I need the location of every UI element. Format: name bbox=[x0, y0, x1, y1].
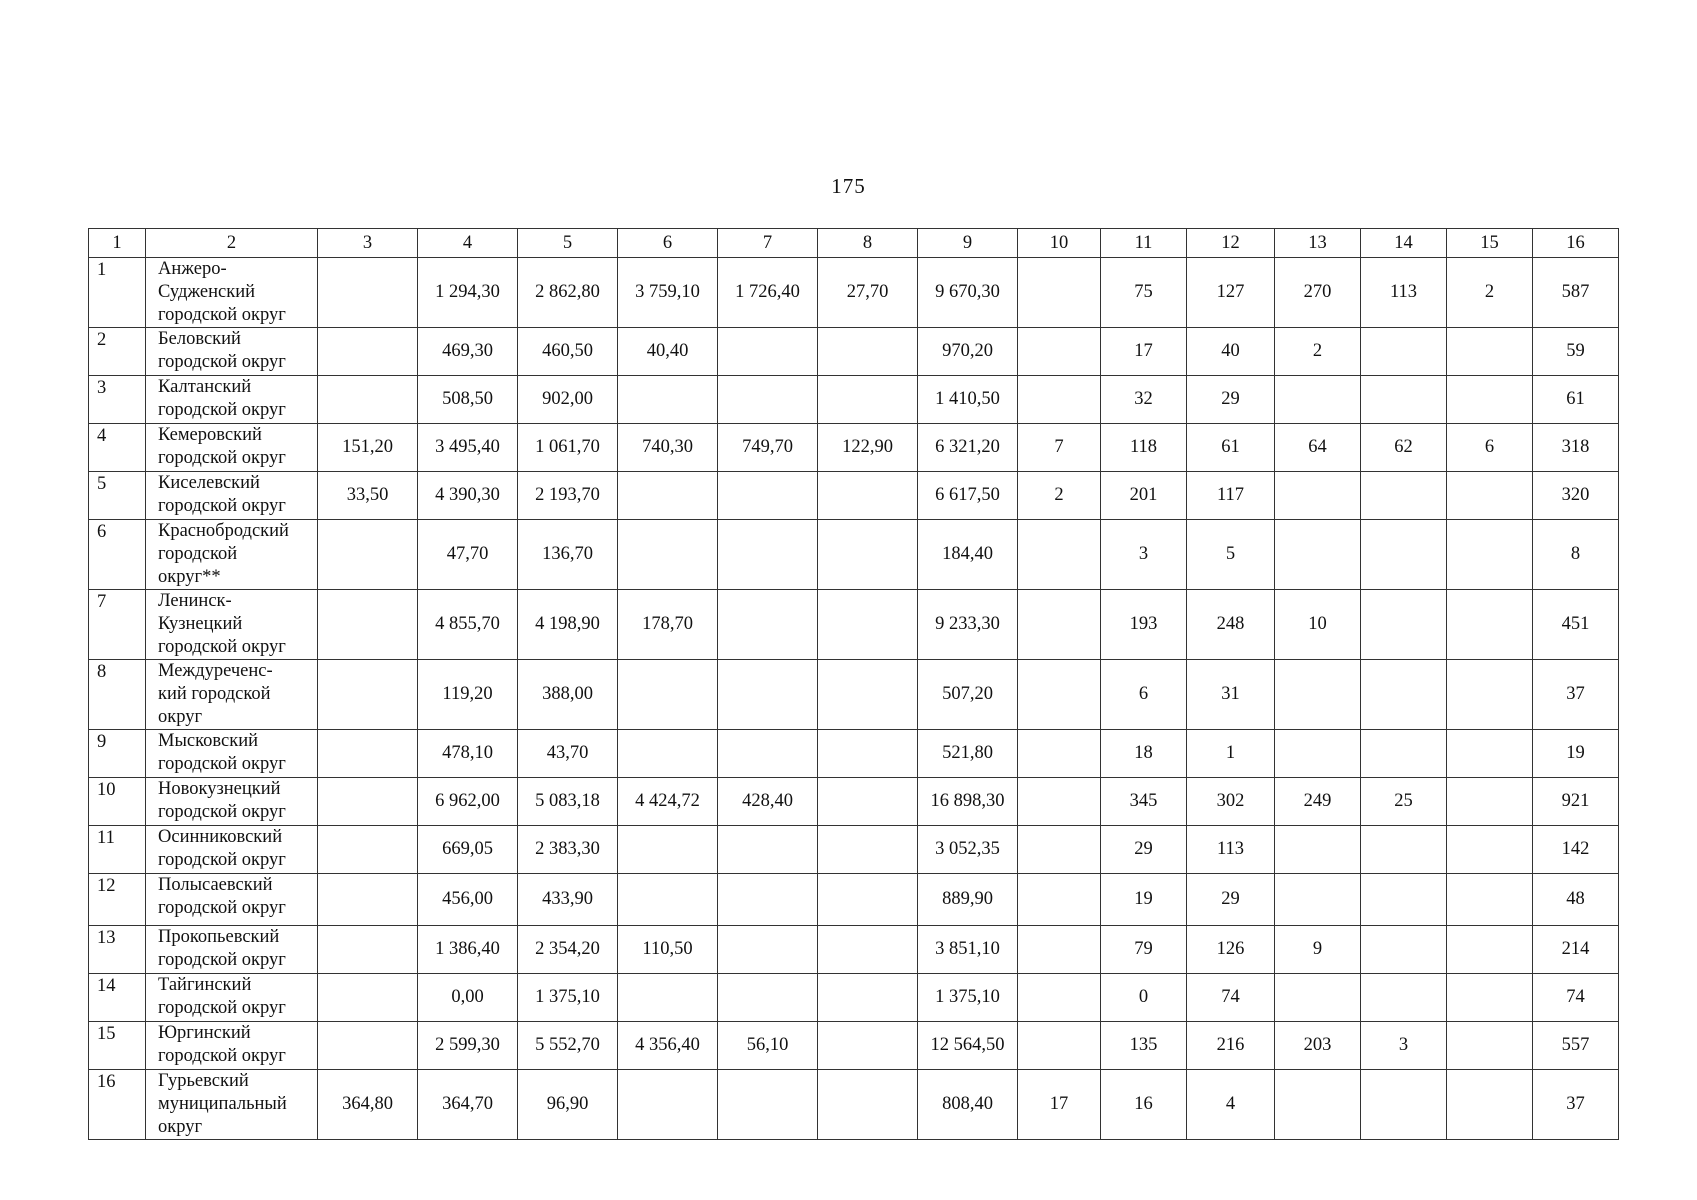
value-cell bbox=[1361, 660, 1447, 730]
value-cell: 201 bbox=[1101, 472, 1187, 520]
value-cell: 364,80 bbox=[318, 1070, 418, 1140]
value-cell: 25 bbox=[1361, 778, 1447, 826]
value-cell: 2 bbox=[1275, 328, 1361, 376]
value-cell bbox=[318, 328, 418, 376]
value-cell: 970,20 bbox=[918, 328, 1018, 376]
row-number-cell: 11 bbox=[89, 826, 146, 874]
row-number-cell: 14 bbox=[89, 974, 146, 1022]
value-cell: 40,40 bbox=[618, 328, 718, 376]
value-cell: 2 862,80 bbox=[518, 258, 618, 328]
value-cell bbox=[1447, 730, 1533, 778]
value-cell: 62 bbox=[1361, 424, 1447, 472]
row-number-cell: 9 bbox=[89, 730, 146, 778]
value-cell bbox=[1275, 730, 1361, 778]
value-cell bbox=[1447, 590, 1533, 660]
value-cell: 29 bbox=[1187, 874, 1275, 926]
value-cell bbox=[1018, 730, 1101, 778]
row-number-cell: 5 bbox=[89, 472, 146, 520]
value-cell: 29 bbox=[1101, 826, 1187, 874]
value-cell bbox=[1361, 874, 1447, 926]
column-header: 2 bbox=[146, 229, 318, 258]
value-cell: 47,70 bbox=[418, 520, 518, 590]
value-cell: 61 bbox=[1533, 376, 1619, 424]
value-cell: 17 bbox=[1101, 328, 1187, 376]
value-cell: 4 198,90 bbox=[518, 590, 618, 660]
value-cell bbox=[1018, 974, 1101, 1022]
column-header: 14 bbox=[1361, 229, 1447, 258]
value-cell: 2 bbox=[1447, 258, 1533, 328]
value-cell bbox=[818, 926, 918, 974]
value-cell: 19 bbox=[1533, 730, 1619, 778]
value-cell: 6 617,50 bbox=[918, 472, 1018, 520]
value-cell bbox=[1018, 590, 1101, 660]
district-name-cell: Мысковский городской округ bbox=[146, 730, 318, 778]
district-name-cell: Новокузнецкий городской округ bbox=[146, 778, 318, 826]
value-cell: 451 bbox=[1533, 590, 1619, 660]
value-cell bbox=[1447, 778, 1533, 826]
value-cell bbox=[718, 590, 818, 660]
value-cell bbox=[618, 874, 718, 926]
row-number-cell: 4 bbox=[89, 424, 146, 472]
value-cell: 2 bbox=[1018, 472, 1101, 520]
value-cell: 4 390,30 bbox=[418, 472, 518, 520]
value-cell: 126 bbox=[1187, 926, 1275, 974]
district-name-cell: Беловский городской округ bbox=[146, 328, 318, 376]
value-cell: 1 410,50 bbox=[918, 376, 1018, 424]
value-cell bbox=[618, 826, 718, 874]
value-cell: 1 bbox=[1187, 730, 1275, 778]
value-cell bbox=[618, 520, 718, 590]
value-cell bbox=[1018, 520, 1101, 590]
value-cell: 16 bbox=[1101, 1070, 1187, 1140]
value-cell bbox=[618, 1070, 718, 1140]
value-cell: 9 670,30 bbox=[918, 258, 1018, 328]
row-number-cell: 7 bbox=[89, 590, 146, 660]
value-cell: 122,90 bbox=[818, 424, 918, 472]
value-cell: 151,20 bbox=[318, 424, 418, 472]
value-cell: 37 bbox=[1533, 1070, 1619, 1140]
value-cell bbox=[618, 376, 718, 424]
row-number-cell: 2 bbox=[89, 328, 146, 376]
value-cell: 456,00 bbox=[418, 874, 518, 926]
column-header: 5 bbox=[518, 229, 618, 258]
table-row bbox=[89, 874, 1619, 926]
row-number-cell: 3 bbox=[89, 376, 146, 424]
value-cell: 3 052,35 bbox=[918, 826, 1018, 874]
value-cell bbox=[718, 826, 818, 874]
header-row bbox=[89, 229, 1619, 258]
district-name-cell: Юргинский городской округ bbox=[146, 1022, 318, 1070]
value-cell bbox=[1447, 328, 1533, 376]
value-cell: 3 bbox=[1101, 520, 1187, 590]
value-cell: 521,80 bbox=[918, 730, 1018, 778]
value-cell bbox=[818, 730, 918, 778]
value-cell: 119,20 bbox=[418, 660, 518, 730]
value-cell bbox=[718, 874, 818, 926]
value-cell bbox=[1447, 1070, 1533, 1140]
value-cell: 118 bbox=[1101, 424, 1187, 472]
row-number-cell: 12 bbox=[89, 874, 146, 926]
value-cell bbox=[818, 874, 918, 926]
value-cell: 64 bbox=[1275, 424, 1361, 472]
value-cell bbox=[1275, 874, 1361, 926]
district-name-cell: Калтанский городской округ bbox=[146, 376, 318, 424]
column-header: 1 bbox=[89, 229, 146, 258]
value-cell: 1 386,40 bbox=[418, 926, 518, 974]
value-cell: 31 bbox=[1187, 660, 1275, 730]
value-cell bbox=[1275, 472, 1361, 520]
value-cell: 808,40 bbox=[918, 1070, 1018, 1140]
district-name-cell: Полысаевский городской округ bbox=[146, 874, 318, 926]
value-cell: 27,70 bbox=[818, 258, 918, 328]
value-cell: 48 bbox=[1533, 874, 1619, 926]
value-cell: 0,00 bbox=[418, 974, 518, 1022]
value-cell: 8 bbox=[1533, 520, 1619, 590]
value-cell bbox=[318, 660, 418, 730]
value-cell: 248 bbox=[1187, 590, 1275, 660]
value-cell bbox=[1447, 376, 1533, 424]
value-cell: 110,50 bbox=[618, 926, 718, 974]
value-cell bbox=[1018, 258, 1101, 328]
value-cell: 889,90 bbox=[918, 874, 1018, 926]
column-header: 3 bbox=[318, 229, 418, 258]
value-cell: 61 bbox=[1187, 424, 1275, 472]
value-cell: 74 bbox=[1187, 974, 1275, 1022]
value-cell: 5 bbox=[1187, 520, 1275, 590]
district-name-cell: Ленинск- Кузнецкий городской округ bbox=[146, 590, 318, 660]
table-row bbox=[89, 328, 1619, 376]
value-cell: 669,05 bbox=[418, 826, 518, 874]
value-cell bbox=[1361, 520, 1447, 590]
value-cell: 5 552,70 bbox=[518, 1022, 618, 1070]
value-cell bbox=[318, 590, 418, 660]
data-table bbox=[88, 228, 1619, 1140]
value-cell bbox=[1018, 778, 1101, 826]
value-cell: 9 233,30 bbox=[918, 590, 1018, 660]
table-row bbox=[89, 974, 1619, 1022]
value-cell bbox=[1447, 874, 1533, 926]
value-cell bbox=[1447, 926, 1533, 974]
value-cell bbox=[618, 974, 718, 1022]
value-cell: 320 bbox=[1533, 472, 1619, 520]
value-cell bbox=[818, 590, 918, 660]
value-cell: 9 bbox=[1275, 926, 1361, 974]
value-cell bbox=[1018, 1022, 1101, 1070]
row-number-cell: 8 bbox=[89, 660, 146, 730]
value-cell bbox=[818, 520, 918, 590]
value-cell: 33,50 bbox=[318, 472, 418, 520]
value-cell: 32 bbox=[1101, 376, 1187, 424]
value-cell bbox=[818, 472, 918, 520]
value-cell bbox=[818, 778, 918, 826]
value-cell: 136,70 bbox=[518, 520, 618, 590]
value-cell bbox=[718, 974, 818, 1022]
value-cell: 79 bbox=[1101, 926, 1187, 974]
value-cell: 433,90 bbox=[518, 874, 618, 926]
value-cell: 508,50 bbox=[418, 376, 518, 424]
value-cell: 364,70 bbox=[418, 1070, 518, 1140]
district-name-cell: Анжеро- Судженский городской округ bbox=[146, 258, 318, 328]
row-number-cell: 6 bbox=[89, 520, 146, 590]
value-cell: 587 bbox=[1533, 258, 1619, 328]
table-row bbox=[89, 778, 1619, 826]
district-name-cell: Киселевский городской округ bbox=[146, 472, 318, 520]
value-cell bbox=[1275, 826, 1361, 874]
value-cell bbox=[318, 1022, 418, 1070]
value-cell bbox=[1275, 974, 1361, 1022]
value-cell: 216 bbox=[1187, 1022, 1275, 1070]
value-cell bbox=[1361, 826, 1447, 874]
row-number-cell: 16 bbox=[89, 1070, 146, 1140]
value-cell bbox=[318, 778, 418, 826]
value-cell: 0 bbox=[1101, 974, 1187, 1022]
value-cell: 142 bbox=[1533, 826, 1619, 874]
value-cell: 4 424,72 bbox=[618, 778, 718, 826]
value-cell bbox=[1447, 1022, 1533, 1070]
value-cell bbox=[818, 328, 918, 376]
district-name-cell: Прокопьевский городской округ bbox=[146, 926, 318, 974]
value-cell bbox=[718, 730, 818, 778]
value-cell bbox=[318, 926, 418, 974]
value-cell bbox=[718, 926, 818, 974]
column-header: 11 bbox=[1101, 229, 1187, 258]
district-name-cell: Тайгинский городской округ bbox=[146, 974, 318, 1022]
value-cell: 6 321,20 bbox=[918, 424, 1018, 472]
value-cell: 6 bbox=[1447, 424, 1533, 472]
value-cell: 3 495,40 bbox=[418, 424, 518, 472]
value-cell bbox=[818, 660, 918, 730]
district-name-cell: Краснобродский городской округ** bbox=[146, 520, 318, 590]
value-cell bbox=[1018, 874, 1101, 926]
value-cell: 3 759,10 bbox=[618, 258, 718, 328]
value-cell bbox=[718, 376, 818, 424]
column-header: 6 bbox=[618, 229, 718, 258]
value-cell: 184,40 bbox=[918, 520, 1018, 590]
value-cell bbox=[1361, 1070, 1447, 1140]
value-cell: 507,20 bbox=[918, 660, 1018, 730]
column-header: 8 bbox=[818, 229, 918, 258]
value-cell: 18 bbox=[1101, 730, 1187, 778]
value-cell: 113 bbox=[1187, 826, 1275, 874]
table-row bbox=[89, 1022, 1619, 1070]
value-cell: 921 bbox=[1533, 778, 1619, 826]
value-cell: 43,70 bbox=[518, 730, 618, 778]
page-number: 175 bbox=[831, 174, 866, 198]
table-row bbox=[89, 424, 1619, 472]
value-cell: 302 bbox=[1187, 778, 1275, 826]
value-cell: 4 356,40 bbox=[618, 1022, 718, 1070]
value-cell bbox=[718, 328, 818, 376]
value-cell: 2 383,30 bbox=[518, 826, 618, 874]
value-cell: 3 851,10 bbox=[918, 926, 1018, 974]
value-cell: 17 bbox=[1018, 1070, 1101, 1140]
value-cell: 40 bbox=[1187, 328, 1275, 376]
value-cell bbox=[1361, 590, 1447, 660]
value-cell bbox=[1275, 520, 1361, 590]
value-cell bbox=[1447, 660, 1533, 730]
value-cell: 29 bbox=[1187, 376, 1275, 424]
value-cell bbox=[318, 874, 418, 926]
column-header: 7 bbox=[718, 229, 818, 258]
value-cell bbox=[718, 472, 818, 520]
column-header: 12 bbox=[1187, 229, 1275, 258]
value-cell: 388,00 bbox=[518, 660, 618, 730]
value-cell: 117 bbox=[1187, 472, 1275, 520]
table-row bbox=[89, 258, 1619, 328]
value-cell bbox=[718, 1070, 818, 1140]
district-name-cell: Гурьевский муниципальный округ bbox=[146, 1070, 318, 1140]
value-cell bbox=[1447, 974, 1533, 1022]
value-cell bbox=[1018, 376, 1101, 424]
value-cell: 1 294,30 bbox=[418, 258, 518, 328]
value-cell: 270 bbox=[1275, 258, 1361, 328]
value-cell bbox=[318, 730, 418, 778]
value-cell bbox=[1275, 660, 1361, 730]
value-cell: 6 bbox=[1101, 660, 1187, 730]
value-cell bbox=[1447, 520, 1533, 590]
value-cell bbox=[1275, 376, 1361, 424]
value-cell bbox=[618, 730, 718, 778]
value-cell bbox=[718, 520, 818, 590]
value-cell: 740,30 bbox=[618, 424, 718, 472]
value-cell bbox=[818, 376, 918, 424]
value-cell: 428,40 bbox=[718, 778, 818, 826]
value-cell: 1 726,40 bbox=[718, 258, 818, 328]
value-cell bbox=[1361, 472, 1447, 520]
district-name-cell: Осинниковский городской округ bbox=[146, 826, 318, 874]
value-cell bbox=[818, 974, 918, 1022]
value-cell: 113 bbox=[1361, 258, 1447, 328]
column-header: 13 bbox=[1275, 229, 1361, 258]
table-row bbox=[89, 730, 1619, 778]
value-cell bbox=[1361, 328, 1447, 376]
table-row bbox=[89, 520, 1619, 590]
district-name-cell: Междуреченс- кий городской округ bbox=[146, 660, 318, 730]
value-cell: 5 083,18 bbox=[518, 778, 618, 826]
value-cell: 193 bbox=[1101, 590, 1187, 660]
value-cell: 249 bbox=[1275, 778, 1361, 826]
value-cell bbox=[718, 660, 818, 730]
value-cell: 902,00 bbox=[518, 376, 618, 424]
value-cell: 96,90 bbox=[518, 1070, 618, 1140]
value-cell bbox=[1361, 926, 1447, 974]
row-number-cell: 15 bbox=[89, 1022, 146, 1070]
value-cell: 3 bbox=[1361, 1022, 1447, 1070]
value-cell: 203 bbox=[1275, 1022, 1361, 1070]
value-cell: 2 354,20 bbox=[518, 926, 618, 974]
value-cell bbox=[318, 258, 418, 328]
table-row bbox=[89, 590, 1619, 660]
value-cell bbox=[1447, 826, 1533, 874]
district-name-cell: Кемеровский городской округ bbox=[146, 424, 318, 472]
value-cell: 2 599,30 bbox=[418, 1022, 518, 1070]
value-cell bbox=[1447, 472, 1533, 520]
column-header: 15 bbox=[1447, 229, 1533, 258]
value-cell: 7 bbox=[1018, 424, 1101, 472]
value-cell: 1 375,10 bbox=[518, 974, 618, 1022]
value-cell: 10 bbox=[1275, 590, 1361, 660]
value-cell bbox=[1361, 730, 1447, 778]
value-cell: 135 bbox=[1101, 1022, 1187, 1070]
value-cell: 56,10 bbox=[718, 1022, 818, 1070]
row-number-cell: 1 bbox=[89, 258, 146, 328]
value-cell: 127 bbox=[1187, 258, 1275, 328]
value-cell: 557 bbox=[1533, 1022, 1619, 1070]
value-cell bbox=[1361, 974, 1447, 1022]
value-cell: 74 bbox=[1533, 974, 1619, 1022]
column-header: 9 bbox=[918, 229, 1018, 258]
value-cell: 460,50 bbox=[518, 328, 618, 376]
value-cell: 75 bbox=[1101, 258, 1187, 328]
value-cell: 214 bbox=[1533, 926, 1619, 974]
value-cell: 12 564,50 bbox=[918, 1022, 1018, 1070]
row-number-cell: 10 bbox=[89, 778, 146, 826]
value-cell bbox=[1275, 1070, 1361, 1140]
value-cell: 1 061,70 bbox=[518, 424, 618, 472]
value-cell bbox=[1018, 328, 1101, 376]
row-number-cell: 13 bbox=[89, 926, 146, 974]
table-row bbox=[89, 376, 1619, 424]
column-header: 16 bbox=[1533, 229, 1619, 258]
value-cell: 19 bbox=[1101, 874, 1187, 926]
value-cell: 1 375,10 bbox=[918, 974, 1018, 1022]
table-row bbox=[89, 472, 1619, 520]
value-cell: 318 bbox=[1533, 424, 1619, 472]
column-header: 4 bbox=[418, 229, 518, 258]
value-cell bbox=[618, 472, 718, 520]
value-cell bbox=[1018, 926, 1101, 974]
value-cell bbox=[618, 660, 718, 730]
value-cell bbox=[318, 826, 418, 874]
value-cell: 6 962,00 bbox=[418, 778, 518, 826]
value-cell: 345 bbox=[1101, 778, 1187, 826]
value-cell: 469,30 bbox=[418, 328, 518, 376]
value-cell bbox=[818, 826, 918, 874]
value-cell: 37 bbox=[1533, 660, 1619, 730]
value-cell: 178,70 bbox=[618, 590, 718, 660]
value-cell: 4 bbox=[1187, 1070, 1275, 1140]
table-row bbox=[89, 1070, 1619, 1140]
value-cell: 59 bbox=[1533, 328, 1619, 376]
value-cell bbox=[818, 1022, 918, 1070]
column-header: 10 bbox=[1018, 229, 1101, 258]
value-cell: 478,10 bbox=[418, 730, 518, 778]
value-cell bbox=[318, 520, 418, 590]
value-cell bbox=[818, 1070, 918, 1140]
value-cell bbox=[318, 974, 418, 1022]
value-cell: 4 855,70 bbox=[418, 590, 518, 660]
value-cell bbox=[1018, 660, 1101, 730]
value-cell: 2 193,70 bbox=[518, 472, 618, 520]
table-row bbox=[89, 826, 1619, 874]
table-row bbox=[89, 926, 1619, 974]
value-cell bbox=[318, 376, 418, 424]
value-cell: 16 898,30 bbox=[918, 778, 1018, 826]
table-row bbox=[89, 660, 1619, 730]
value-cell: 749,70 bbox=[718, 424, 818, 472]
value-cell bbox=[1018, 826, 1101, 874]
value-cell bbox=[1361, 376, 1447, 424]
